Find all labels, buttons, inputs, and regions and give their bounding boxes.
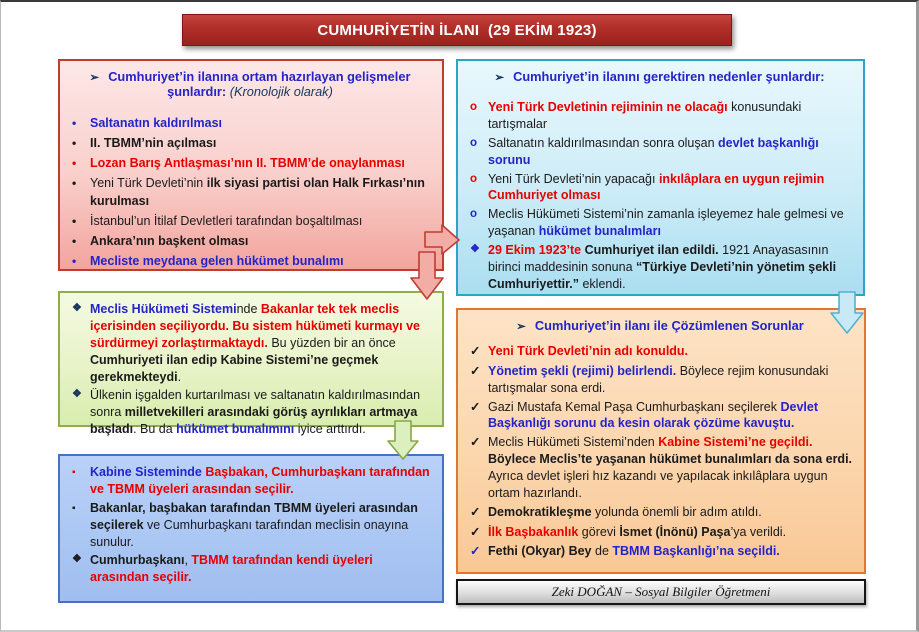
text-segment: Böylece Meclis’te yaşanan hükümet bunalımları da sona erdi. bbox=[488, 452, 853, 467]
list-item bbox=[68, 301, 432, 385]
checkmark-icon: ✓ bbox=[470, 435, 481, 450]
text-segment: . Bu da bbox=[133, 422, 177, 437]
text-segment: Cumhuriyet’in ilanı ile Çözümlenen Sorunlar bbox=[534, 318, 804, 333]
list-item bbox=[466, 242, 853, 293]
text-segment: Meclis Hükümeti Sistemi bbox=[90, 302, 237, 316]
item-text bbox=[90, 232, 432, 250]
text-segment: Yeni Türk Devleti’nin yapacağı bbox=[488, 171, 659, 186]
list-item bbox=[68, 232, 432, 250]
text-segment: de bbox=[591, 544, 613, 559]
text-segment: Devlet Başkanlığı sorunu da kesin olarak çözüme kavuştu. bbox=[488, 399, 819, 431]
list-item bbox=[466, 504, 854, 522]
dot-bullet-icon: • bbox=[72, 136, 77, 150]
item-text bbox=[90, 212, 432, 230]
text-segment: Meclis Hükümeti Sistemi’nin zamanla işleyemez hale gelmesi ve yaşanan bbox=[488, 207, 844, 239]
text-segment: iyice arttırdı. bbox=[294, 422, 366, 437]
text-segment: yolunda önemli bir adım atıldı. bbox=[591, 504, 762, 519]
box-reasons-header bbox=[466, 69, 853, 84]
text-segment: “Türkiye Devleti’nin yönetim şekli Cumhuriyettir.” bbox=[488, 259, 837, 291]
item-text bbox=[90, 387, 432, 438]
dot-bullet-icon: • bbox=[72, 116, 77, 130]
text-segment: Cumhuriyeti ilan edip Kabine Sistemi’ne geçmek gerekmekteydi bbox=[90, 352, 379, 384]
list-item bbox=[466, 543, 854, 561]
text-segment: Yeni Türk Devleti’nin bbox=[90, 176, 207, 190]
item-text bbox=[90, 174, 432, 210]
text-segment: Başbakan, Cumhurbaşkanı tarafından ve TBMM üyeleri arasından seçilir. bbox=[90, 465, 430, 496]
text-segment: Saltanatın kaldırılması bbox=[90, 116, 222, 130]
text-segment: İlk Başbakanlık bbox=[488, 524, 579, 539]
list-item bbox=[68, 212, 432, 230]
text-segment: İstanbul’un İtilaf Devletleri tarafından boşaltılması bbox=[90, 214, 363, 228]
circle-bullet-icon: o bbox=[470, 172, 478, 185]
arrow-bullet-icon: ➢ bbox=[516, 321, 526, 333]
text-segment: Bu yüzden bir an önce bbox=[267, 335, 396, 350]
list-item bbox=[68, 174, 432, 210]
dot-bullet-icon: • bbox=[72, 176, 77, 190]
diamond-bullet-icon: ❖ bbox=[72, 388, 82, 401]
item-text bbox=[90, 134, 432, 152]
text-segment: milletvekilleri arasındaki görüş ayrılıkları artmaya başladı bbox=[90, 405, 418, 437]
checkmark-icon: ✓ bbox=[470, 544, 481, 559]
text-segment: Meclis Hükümeti Sistemi’nden bbox=[488, 435, 659, 450]
diamond-bullet-icon: ❖ bbox=[72, 302, 82, 314]
text-segment: Kabine Sistemi’ne geçildi. bbox=[658, 435, 813, 450]
credit-text: Zeki DOĞAN – Sosyal Bilgiler Öğretmeni bbox=[551, 584, 771, 599]
title-banner bbox=[182, 14, 732, 46]
list-item bbox=[466, 524, 854, 542]
list-item bbox=[68, 387, 432, 438]
text-segment: Cumhuriyet’in ilanına ortam hazırlayan gelişmeler şunlardır: bbox=[108, 69, 411, 99]
text-segment: Yeni Türk Devletinin rejiminin ne olacağı bbox=[488, 100, 732, 114]
checkmark-icon: ✓ bbox=[470, 363, 481, 378]
item-text bbox=[488, 99, 853, 133]
arrow-bullet-icon: ➢ bbox=[494, 72, 505, 84]
item-text bbox=[90, 154, 432, 172]
text-segment: Ankara’nın başkent olması bbox=[90, 234, 249, 248]
item-text bbox=[90, 464, 432, 498]
box-reasons-list bbox=[466, 99, 853, 293]
text-segment: II. TBMM’nin açılması bbox=[90, 136, 217, 150]
item-text bbox=[488, 543, 854, 561]
item-text bbox=[488, 434, 854, 502]
text-segment: Böylece rejim konusundaki tartışmalar sona erdi. bbox=[488, 363, 829, 395]
text-segment: ve Cumhurbaşkanı tarafından meclisin onayına sunulur. bbox=[90, 517, 409, 549]
list-item bbox=[68, 252, 432, 270]
list-item bbox=[68, 114, 432, 132]
text-segment: İsmet (İnönü) Paşa bbox=[619, 524, 731, 539]
checkmark-icon: ✓ bbox=[470, 399, 481, 414]
dot-bullet-icon: • bbox=[72, 254, 77, 268]
list-item bbox=[68, 464, 432, 498]
circle-bullet-icon: o bbox=[470, 101, 478, 113]
dot-bullet-icon: • bbox=[72, 234, 77, 248]
box-meclis-hukumeti bbox=[58, 291, 444, 437]
text-segment: TBMM tarafından kendi üyeleri arasından seçilir. bbox=[90, 553, 373, 585]
text-segment: Mecliste meydana gelen hükümet bunalımı bbox=[90, 254, 344, 268]
box-developments-header bbox=[68, 69, 432, 99]
list-item bbox=[466, 399, 854, 433]
list-item bbox=[466, 434, 854, 502]
text-segment: devlet başkanlığı sorunu bbox=[488, 135, 819, 167]
text-segment: hükümet bunalımını bbox=[176, 422, 295, 437]
text-segment: eklendi. bbox=[579, 276, 626, 291]
box-solved-problems bbox=[456, 308, 866, 574]
text-segment: 29 Ekim 1923’te bbox=[488, 243, 585, 257]
circle-bullet-icon: o bbox=[470, 208, 478, 221]
text-segment: Lozan Barış Antlaşması’nın II. TBMM’de onaylanması bbox=[90, 156, 405, 170]
text-segment: , bbox=[184, 553, 192, 568]
credit-footer bbox=[456, 579, 866, 605]
text-segment: Yönetim şekli (rejimi) belirlendi. bbox=[488, 363, 677, 378]
checkmark-icon: ✓ bbox=[470, 344, 481, 358]
text-segment: konusundaki tartışmalar bbox=[488, 100, 802, 131]
text-segment: Ayrıca devlet işleri hız kazandı ve yapılacak inkılâplara uygun ortam hazırlandı. bbox=[488, 469, 828, 500]
list-item bbox=[466, 171, 853, 205]
item-text bbox=[90, 552, 432, 586]
dot-bullet-icon: • bbox=[72, 214, 77, 228]
square-bullet-icon: ▪ bbox=[72, 502, 76, 514]
box-developments bbox=[58, 59, 444, 271]
item-text bbox=[488, 363, 854, 397]
box-kabine-sistemi bbox=[58, 454, 444, 603]
item-text bbox=[488, 171, 853, 205]
item-text bbox=[90, 500, 432, 551]
box-meclis-list bbox=[68, 301, 432, 438]
text-segment: Bakanlar, başbakan tarafından TBMM üyeleri arasından seçilerek bbox=[90, 500, 418, 532]
text-segment: ilk siyasi partisi olan Halk Fırkası’nın kurulması bbox=[90, 176, 425, 208]
box-solved-header bbox=[466, 318, 854, 333]
dot-bullet-icon: • bbox=[72, 156, 77, 170]
text-segment: Yeni Türk Devleti’nin adı konuldu. bbox=[488, 344, 689, 358]
text-segment: (Kronolojik olarak) bbox=[229, 84, 333, 99]
text-segment: Cumhurbaşkanı bbox=[90, 553, 185, 568]
box-solved-list bbox=[466, 343, 854, 561]
text-segment: ’ya verildi. bbox=[730, 524, 787, 539]
text-segment: nde bbox=[236, 302, 261, 316]
list-item bbox=[68, 154, 432, 172]
text-segment: Gazi Mustafa Kemal Paşa Cumhurbaşkanı seçilerek bbox=[488, 399, 781, 414]
square-bullet-icon: ▪ bbox=[72, 467, 76, 478]
arrow-bullet-icon: ➢ bbox=[89, 72, 100, 84]
header-text bbox=[108, 69, 410, 99]
list-item bbox=[68, 134, 432, 152]
text-segment: hükümet bunalımları bbox=[538, 224, 661, 239]
text-segment: Fethi (Okyar) Bey bbox=[488, 544, 592, 559]
text-segment: Cumhuriyet ilan edildi. bbox=[584, 243, 719, 257]
text-segment: . bbox=[177, 369, 182, 384]
checkmark-icon: ✓ bbox=[470, 504, 481, 519]
list-item bbox=[466, 135, 853, 169]
list-item bbox=[68, 552, 432, 586]
text-segment: Saltanatın kaldırılmasından sonra oluşan bbox=[488, 135, 718, 150]
list-item bbox=[466, 363, 854, 397]
item-text bbox=[488, 343, 854, 361]
diamond-bullet-icon: ❖ bbox=[470, 243, 480, 255]
text-segment: Bakanlar tek tek meclis içerisinden seçiliyordu. Bu sistem hükümeti kurmayı ve sürdürmeyi zorlaştırmaktaydı. bbox=[90, 302, 420, 350]
circle-bullet-icon: o bbox=[470, 136, 478, 149]
text-segment: Demokratikleşme bbox=[488, 504, 592, 519]
page-title: CUMHURİYETİN İLANI (29 EKİM 1923) bbox=[317, 21, 597, 39]
item-text bbox=[488, 504, 854, 522]
box-reasons bbox=[456, 59, 865, 296]
box-kabine-list bbox=[68, 464, 432, 586]
box-developments-list bbox=[68, 114, 432, 270]
text-segment: Kabine Sisteminde bbox=[90, 465, 206, 479]
list-item bbox=[466, 206, 853, 240]
item-text bbox=[90, 252, 432, 270]
text-segment: 1921 Anayasasının birinci maddesinin sonuna bbox=[488, 243, 829, 274]
diamond-bullet-icon: ❖ bbox=[72, 553, 82, 566]
header-text bbox=[535, 318, 804, 333]
item-text bbox=[488, 242, 853, 293]
list-item bbox=[466, 343, 854, 361]
list-item bbox=[68, 500, 432, 551]
checkmark-icon: ✓ bbox=[470, 524, 481, 539]
text-segment: Cumhuriyet’in ilanını gerektiren nedenler şunlardır: bbox=[513, 69, 825, 84]
list-item bbox=[466, 99, 853, 133]
item-text bbox=[90, 301, 432, 385]
item-text bbox=[488, 206, 853, 240]
item-text bbox=[488, 524, 854, 542]
item-text bbox=[488, 135, 853, 169]
item-text bbox=[488, 399, 854, 433]
item-text bbox=[90, 114, 432, 132]
text-segment: TBMM Başkanlığı’na seçildi. bbox=[612, 544, 780, 559]
text-segment: görevi bbox=[578, 524, 620, 539]
header-text bbox=[513, 69, 824, 84]
text-segment: inkılâplara en uygun rejimin Cumhuriyet olması bbox=[488, 171, 825, 203]
text-segment: Ülkenin işgalden kurtarılması ve saltanatın kaldırılmasından sonra bbox=[90, 388, 421, 420]
